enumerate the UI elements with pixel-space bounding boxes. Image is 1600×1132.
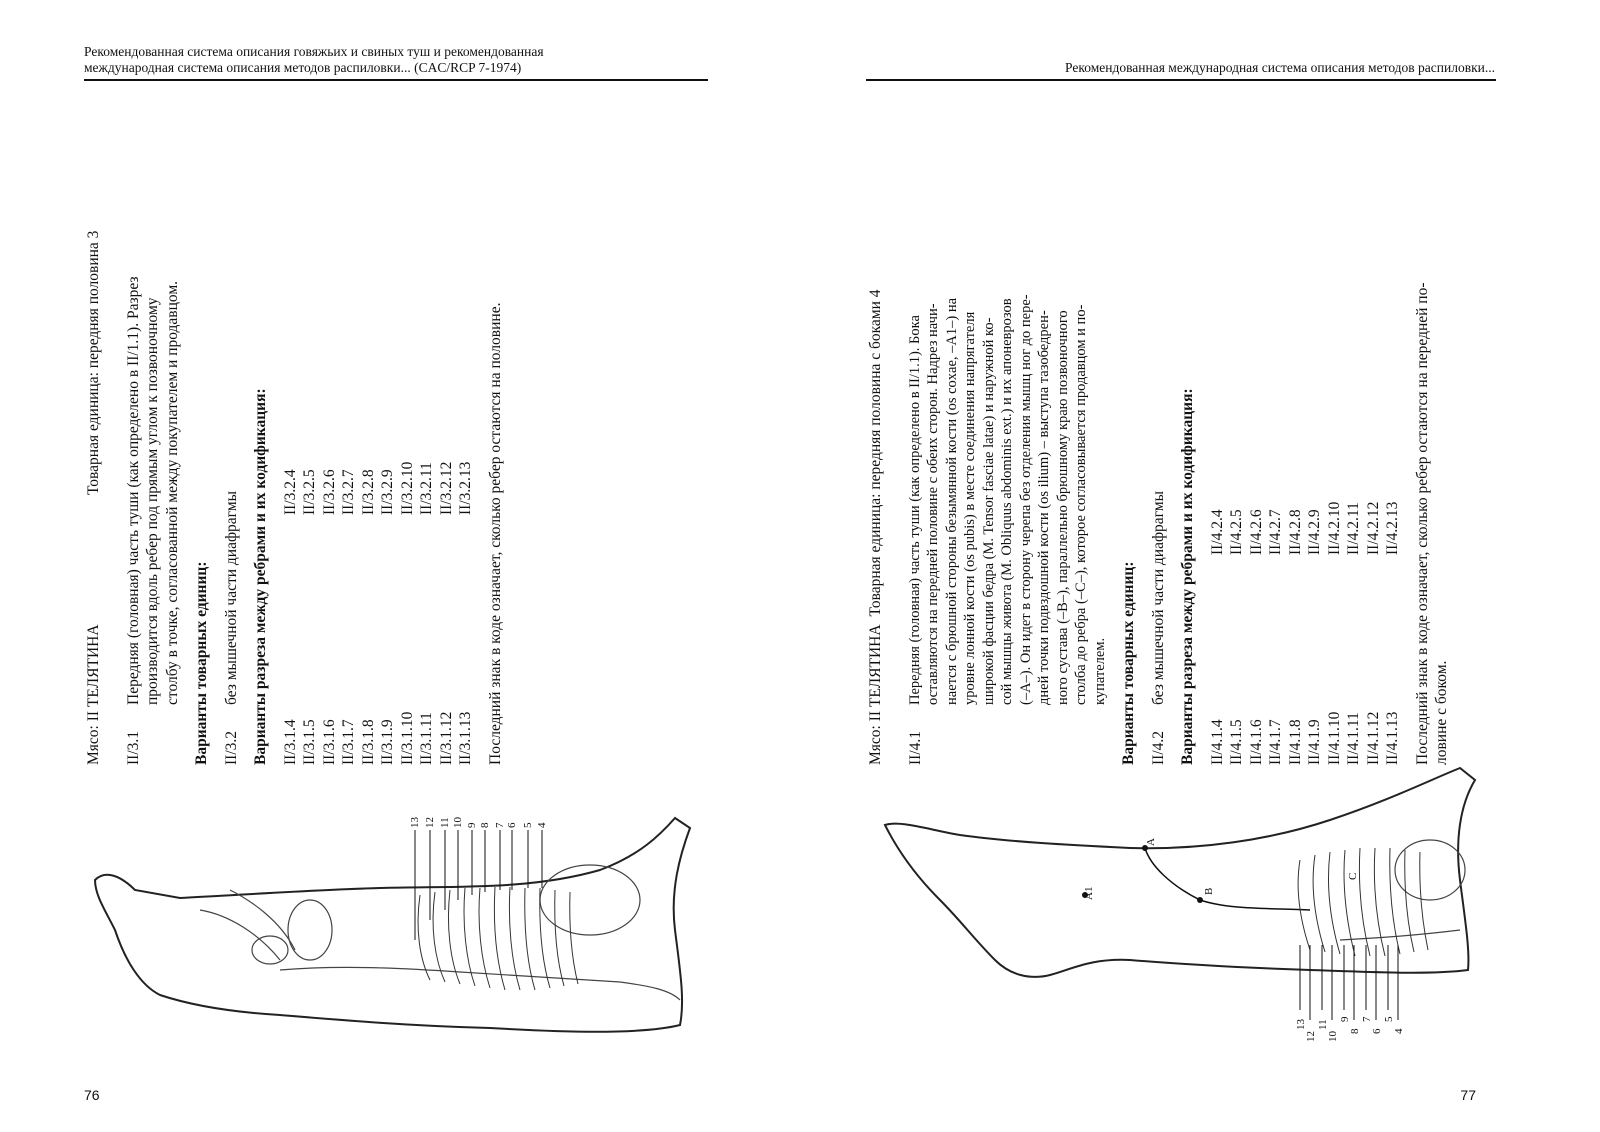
codes-column-1 [1208, 555, 1403, 765]
variant-row [1149, 75, 1169, 765]
carcass-outline [885, 768, 1475, 977]
code-item: II/4.1.13 [1384, 711, 1401, 765]
rib-label: 4 [1393, 1028, 1405, 1034]
code-item: II/4.2.9 [1306, 509, 1323, 555]
rib-label: 5 [522, 822, 534, 828]
header-line-2: международная система описания методов распиловки... (CAC/RCP 7-1974) [84, 60, 522, 75]
rib-label: 11 [1317, 1019, 1329, 1030]
rib-label: 12 [424, 817, 436, 828]
code-item: II/4.1.6 [1247, 719, 1265, 765]
code-item: II/3.2.7 [340, 469, 357, 515]
rib-labels [409, 817, 548, 829]
ribs-heading: Варианты разреза между ребрами и их кодификация: [1179, 388, 1196, 765]
rib-label: 9 [1339, 1016, 1351, 1022]
rib-label-lines [415, 830, 542, 940]
code-item: II/3.2.5 [301, 469, 318, 515]
code-item: II/3.2.12 [437, 461, 455, 515]
code-item: II/4.2.11 [1345, 502, 1362, 555]
code-item: II/3.2.11 [418, 462, 435, 515]
section-line: Передняя (головная) часть туши (как определено в II/1.1). Бока [906, 315, 923, 705]
rib-label: 13 [1295, 1019, 1307, 1030]
note-line: Последний знак в коде означает, сколько ребер остаются на передней по- [1413, 282, 1431, 765]
code-item: II/3.1.4 [281, 719, 299, 765]
codes-column-1 [281, 515, 476, 765]
code-item: II/3.1.7 [340, 719, 357, 765]
code-item: II/3.2.13 [457, 461, 474, 515]
codes-column-2 [1208, 502, 1403, 555]
section-line: Передняя (головная) часть туши (как определено в II/1.1). Разрез [124, 276, 142, 705]
rib-label: 10 [452, 817, 464, 828]
right-rotated-text [866, 75, 1450, 765]
header-line-1: Рекомендованная система описания говяжьих и свиных туш и рекомендованная [84, 44, 544, 59]
code-item: II/3.1.10 [398, 711, 416, 765]
point-c-label: C [1347, 872, 1359, 880]
section-line: производится вдоль ребер под прямым углом к позвоночному [144, 297, 161, 705]
code-item: II/4.1.8 [1286, 719, 1304, 765]
point-b-label: B [1203, 887, 1215, 895]
code-item: II/4.1.4 [1208, 719, 1226, 765]
rib-label: 4 [536, 822, 548, 828]
code-item: II/4.1.5 [1228, 719, 1245, 765]
point-b-marker [1197, 897, 1203, 903]
variant-code: II/4.2 [1149, 730, 1167, 765]
rib-label: 8 [1349, 1028, 1361, 1034]
rib-label: 12 [1305, 1031, 1317, 1042]
note-line: ловине с боком. [1433, 660, 1450, 765]
rib-lines [1298, 848, 1428, 956]
header-line: Рекомендованная международная система описания методов распиловки... [1065, 60, 1495, 75]
rib-label: 5 [1383, 1016, 1395, 1022]
code-item: II/4.2.10 [1325, 501, 1343, 555]
rib-label: 9 [466, 822, 478, 828]
point-a-label: A [1145, 838, 1157, 846]
section-line: оставляются на передней половине с обеих сторон. Надрез начи- [925, 303, 941, 705]
section-line: купателем. [1091, 637, 1108, 705]
section-3-1 [124, 75, 183, 765]
code-item: II/3.2.8 [359, 469, 377, 515]
code-item: II/4.1.11 [1345, 712, 1362, 765]
code-item: II/4.2.13 [1384, 501, 1401, 555]
section-code: II/4.1 [906, 730, 924, 765]
variant-text: без мышечной части диафрагмы [222, 490, 240, 705]
left-rotated-text [84, 75, 544, 765]
section-line: широкой фасции бедра (M. Tensor fasciae latae) и наружной ко- [980, 317, 997, 705]
code-item: II/3.1.13 [457, 711, 474, 765]
variant-text: без мышечной части диафрагмы [1149, 490, 1167, 705]
code-item: II/3.1.12 [437, 711, 455, 765]
code-item: II/4.1.10 [1325, 711, 1343, 765]
code-item: II/3.1.11 [418, 712, 435, 765]
section-line: дней точки подвздошной кости (os ilium) – выступа тазобедрен- [1036, 310, 1052, 705]
code-item: II/4.1.9 [1306, 719, 1323, 765]
code-item: II/4.2.5 [1228, 509, 1245, 555]
code-item: II/4.1.7 [1267, 719, 1284, 765]
code-item: II/4.1.12 [1364, 711, 1382, 765]
point-a1-label: A1 [1083, 886, 1095, 900]
rib-label: 6 [506, 822, 518, 828]
section-line: сой мышцы живота (M. Obliquus abdominis ext.) и их апоневрозов [999, 298, 1015, 705]
section-4-1 [906, 75, 1110, 765]
section-line: нается с брюшной стороны безымянной кости (os coxae, –A1–) на [943, 297, 960, 705]
rib-label-lines [1300, 945, 1398, 1020]
carcass-figure-right [870, 760, 1510, 1080]
category-title: Мясо: II ТЕЛЯТИНА [85, 624, 102, 765]
title-row [84, 75, 104, 765]
section-code: II/3.1 [124, 730, 142, 765]
unit-title: Товарная единица: передняя половина с боками 4 [867, 289, 884, 617]
rib-label: 11 [439, 817, 451, 828]
variants-heading: Варианты товарных единиц: [1120, 561, 1137, 765]
note-text: Последний знак в коде означает, сколько ребер остаются на половине. [486, 302, 504, 765]
rib-label: 7 [1361, 1016, 1373, 1022]
code-item: II/3.1.8 [359, 719, 377, 765]
rib-labels-bottom [1295, 1016, 1405, 1042]
rib-label: 10 [1327, 1031, 1339, 1042]
page-number: 77 [1460, 1087, 1476, 1103]
rib-label: 13 [409, 817, 421, 828]
code-item: II/3.2.9 [379, 469, 396, 515]
section-line: (–A–). Он идет в сторону черепа без отделения мышц ног до пере- [1017, 294, 1034, 705]
section-line: уровне лонной кости (os pubis) в месте соединения напрягателя [962, 311, 978, 705]
code-item: II/3.2.10 [398, 461, 416, 515]
right-page [800, 0, 1600, 1132]
unit-title: Товарная единица: передняя половина 3 [85, 230, 102, 495]
codes-column-2 [281, 462, 476, 515]
code-item: II/3.1.6 [320, 719, 338, 765]
spine-bones [280, 967, 680, 1000]
code-item: II/4.2.4 [1208, 509, 1226, 555]
code-item: II/4.2.8 [1286, 509, 1304, 555]
ribs-heading: Варианты разреза между ребрами и их кодификация: [252, 388, 269, 765]
code-item: II/4.2.12 [1364, 501, 1382, 555]
code-item: II/3.2.4 [281, 469, 299, 515]
section-line: столба до ребра (–C–), которое согласовывается продавцом и по- [1073, 304, 1089, 705]
code-item: II/3.1.9 [379, 719, 396, 765]
code-item: II/4.2.6 [1247, 509, 1265, 555]
section-line: столбу в точке, согласованной между покупателем и продавцом. [163, 280, 181, 705]
title-row [866, 75, 886, 765]
variants-heading: Варианты товарных единиц: [193, 561, 210, 765]
section-line: ного сустава (–B–), параллельно брюшному краю позвоночного [1054, 310, 1071, 705]
variant-code: II/3.2 [222, 730, 240, 765]
code-item: II/4.2.7 [1267, 509, 1284, 555]
cut-line [1145, 848, 1310, 910]
rib-label: 6 [1371, 1028, 1383, 1034]
category-title: Мясо: II ТЕЛЯТИНА [867, 624, 884, 765]
code-item: II/3.2.6 [320, 469, 338, 515]
carcass-outline [95, 818, 690, 1032]
rib-label: 8 [479, 822, 491, 828]
rib-label: 7 [494, 822, 506, 828]
variant-row [222, 75, 242, 765]
page-number: 76 [84, 1087, 100, 1103]
code-item: II/3.1.5 [301, 719, 318, 765]
carcass-figure-left [80, 800, 700, 1060]
